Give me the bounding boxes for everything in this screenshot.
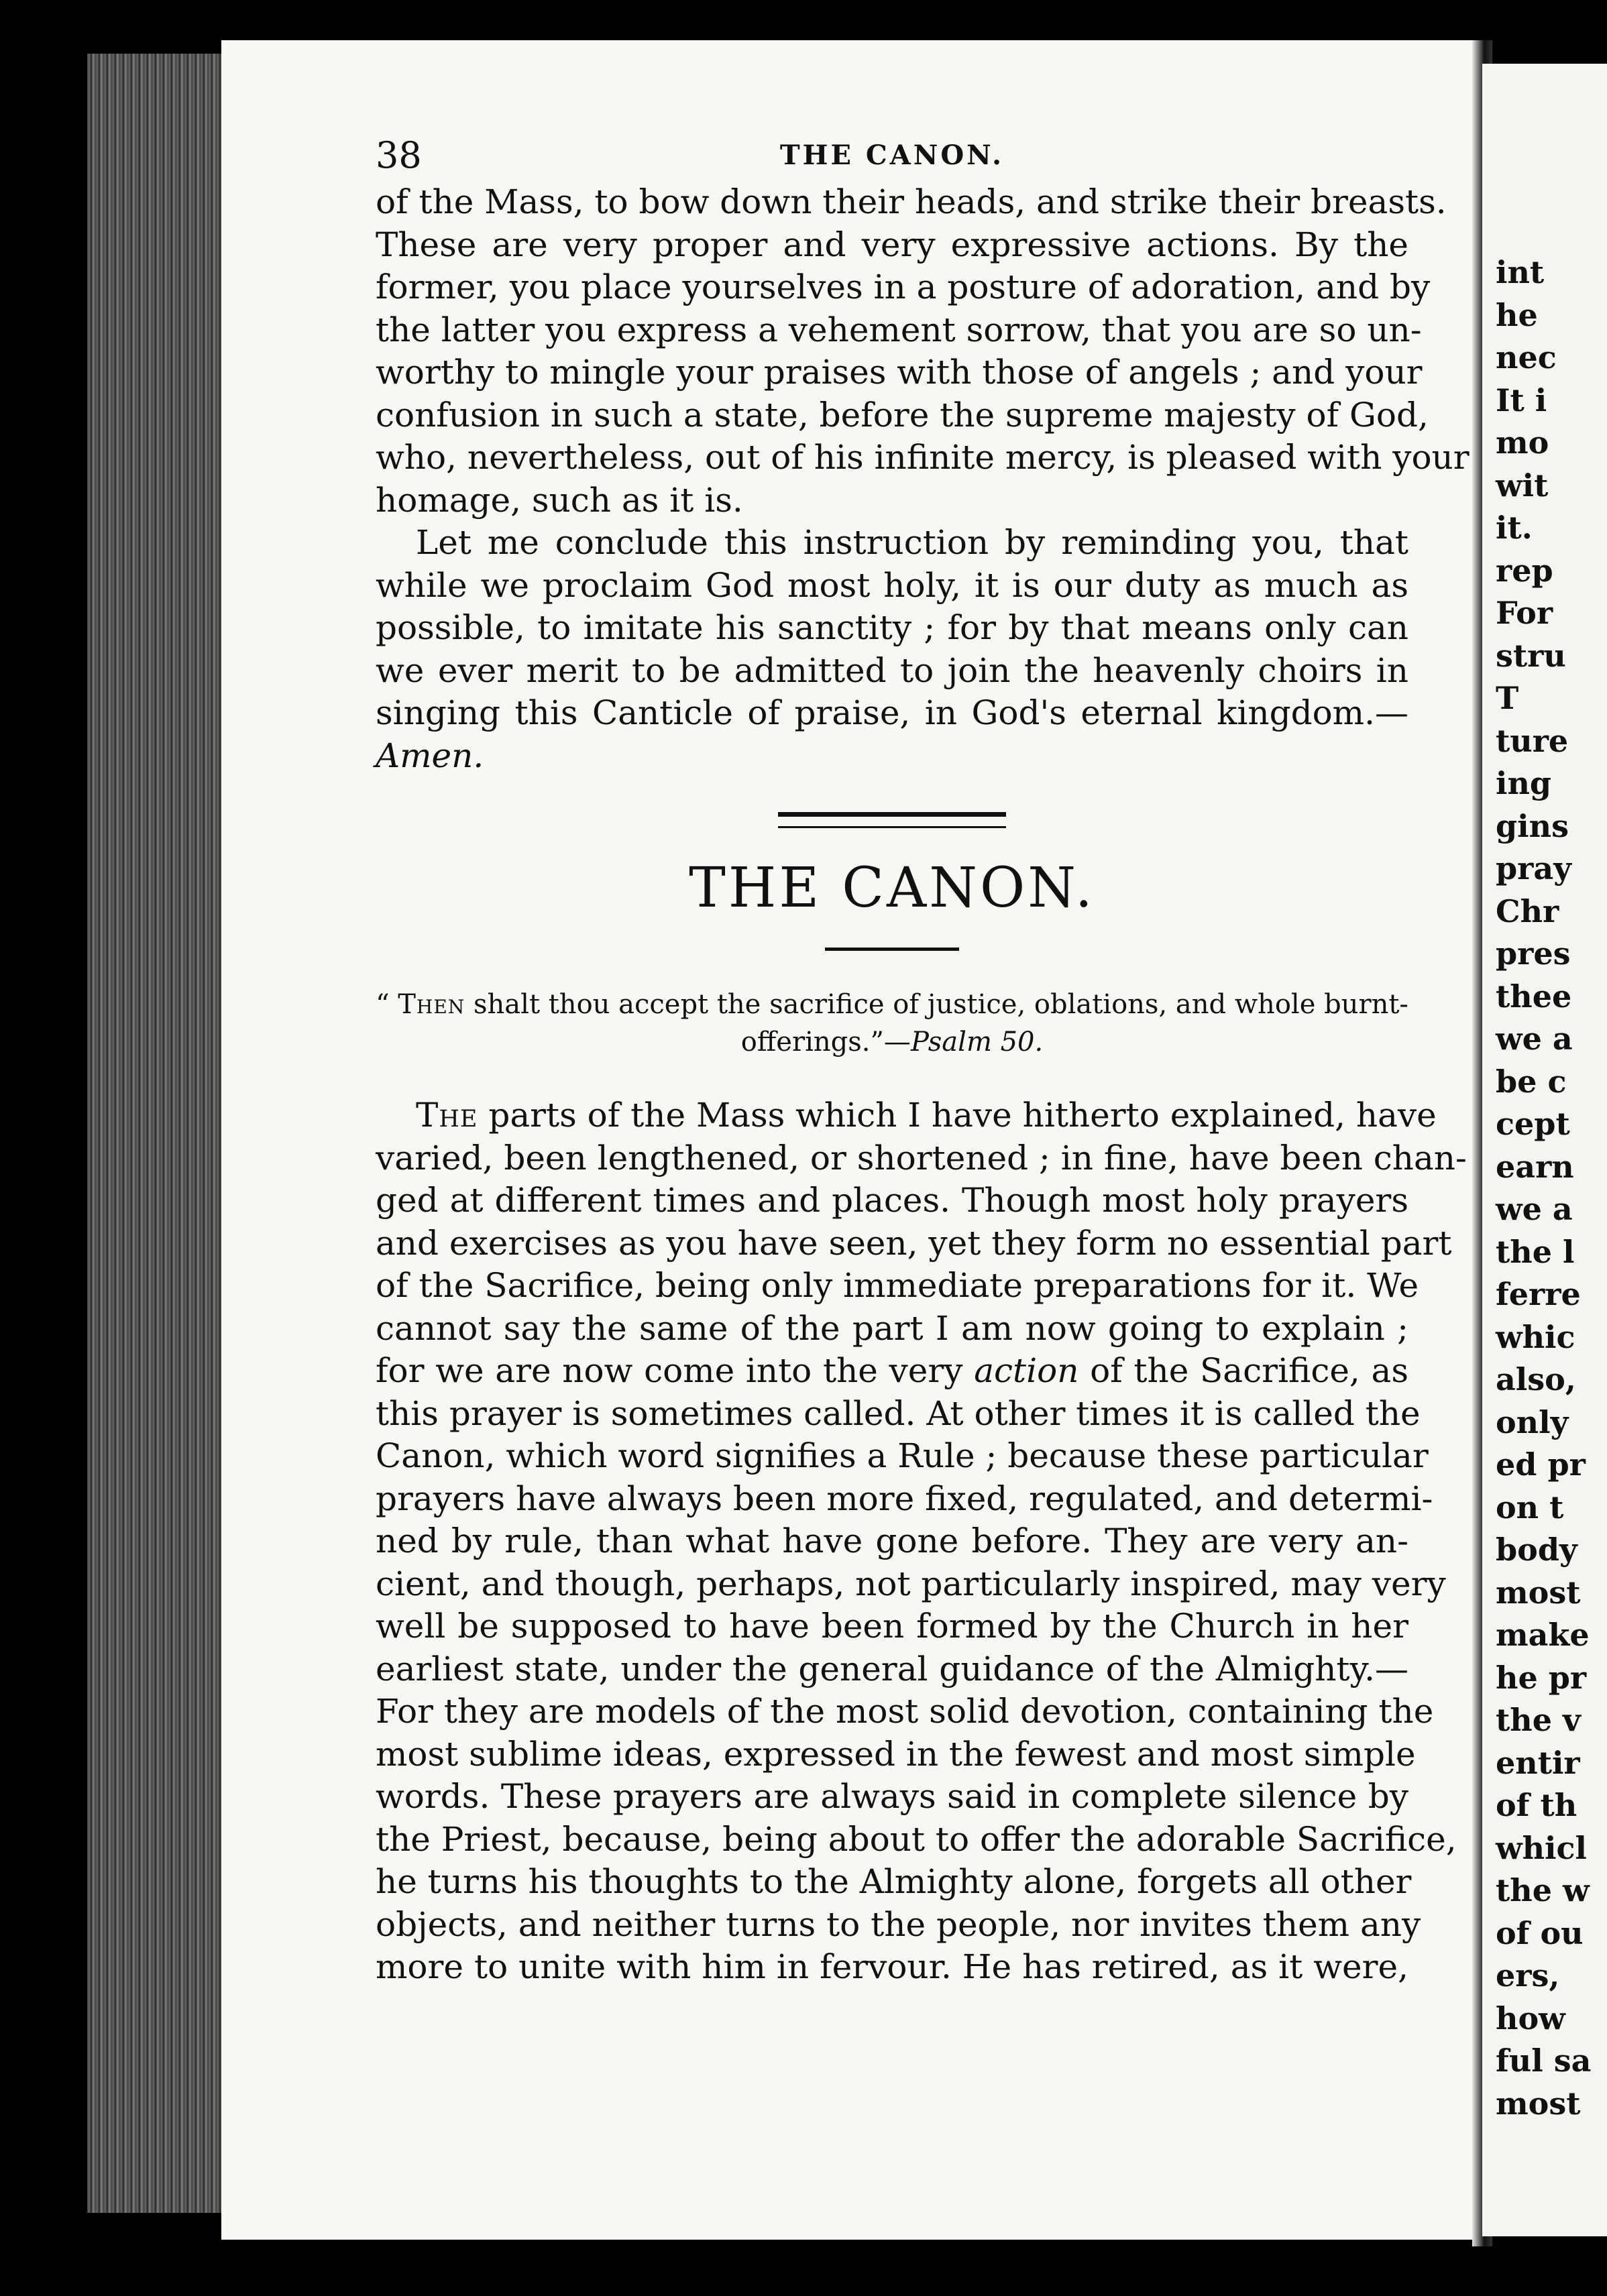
text-line: former, you place yourselves in a posture of adoration, and by (376, 268, 1431, 306)
text-line (376, 1094, 1437, 1137)
facing-line-fragment: cept (1496, 1106, 1570, 1142)
facing-page-text (1496, 251, 1591, 2125)
text-line: objects, and neither turns to the people, nor invites them any (376, 1904, 1421, 1944)
page-number: 38 (376, 134, 422, 176)
text-line: Let me conclude this instruction by reminding you, that (416, 523, 1408, 562)
text-line: confusion in such a state, before the supreme majesty of God, (376, 395, 1429, 435)
text-line: Amen. (376, 736, 484, 775)
text-line: more to unite with him in fervour. He has retired, as it were, (376, 1947, 1408, 1986)
previous-section-text (376, 181, 1470, 777)
text-line: well be supposed to have been formed by the Church in her (376, 1607, 1408, 1646)
facing-line-fragment: we a (1496, 1191, 1573, 1227)
facing-line-fragment: earn (1496, 1148, 1574, 1185)
facing-line-fragment: It i (1496, 382, 1547, 418)
text-line: worthy to mingle your praises with those of angels ; and your (376, 353, 1423, 392)
section-divider (778, 812, 1006, 828)
drop-word: The (416, 1096, 478, 1135)
facing-line-fragment: rep (1496, 552, 1553, 589)
text-line: he turns his thoughts to the Almighty alone, forgets all other (376, 1862, 1412, 1901)
epigraph-citation: Psalm 50. (910, 1027, 1044, 1057)
facing-line-fragment: ture (1496, 722, 1569, 759)
facing-line-fragment: thee (1496, 978, 1572, 1015)
epigraph-first-word: Then (398, 989, 465, 1020)
facing-line-fragment: ed pr (1496, 1446, 1586, 1483)
text-line: ged at different times and places. Though most holy prayers (376, 1181, 1408, 1220)
facing-line-fragment: pres (1496, 935, 1571, 972)
facing-line-fragment: he (1496, 296, 1538, 333)
facing-line-fragment: whic (1496, 1318, 1575, 1355)
facing-line-fragment: make (1496, 1617, 1590, 1653)
facing-line-fragment: entir (1496, 1744, 1580, 1781)
facing-line-fragment: stru (1496, 637, 1566, 674)
facing-line-fragment: gins (1496, 807, 1569, 844)
text-line: earliest state, under the general guidance of the Almighty.— (376, 1649, 1408, 1688)
facing-line-fragment: For (1496, 595, 1553, 631)
facing-line-fragment: the w (1496, 1872, 1590, 1908)
facing-line-fragment: ful sa (1496, 2043, 1592, 2079)
text-line: this prayer is sometimes called. At other times it is called the (376, 1393, 1421, 1433)
facing-line-fragment: of ou (1496, 1914, 1584, 1951)
text-line: the Priest, because, being about to offer the adorable Sacrifice, (376, 1819, 1457, 1859)
text-line: who, nevertheless, out of his infinite mercy, is pleased with your (376, 438, 1470, 477)
running-head: THE CANON. (779, 139, 1005, 171)
epigraph-line (376, 1023, 1408, 1061)
text-span: for we are now come into the very (376, 1351, 975, 1390)
facing-line-fragment: int (1496, 254, 1545, 290)
text-line: words. These prayers are always said in complete silence by (376, 1777, 1408, 1816)
facing-line-fragment: Chr (1496, 893, 1559, 929)
text-line: cannot say the same of the part I am now going to explain ; (376, 1308, 1408, 1348)
facing-line-fragment: ing (1496, 765, 1552, 801)
text-line (376, 1350, 1408, 1393)
text-line: cient, and though, perhaps, not particularly inspired, may very (376, 1564, 1446, 1603)
text-line: Canon, which word signifies a Rule ; because these particular (376, 1436, 1429, 1475)
text-line: singing this Canticle of praise, in God's eternal kingdom.— (376, 693, 1408, 732)
text-line: homage, such as it is. (376, 480, 743, 520)
facing-line-fragment: most (1496, 2085, 1581, 2122)
facing-line-fragment: pray (1496, 850, 1571, 886)
facing-line-fragment: ferre (1496, 1276, 1581, 1312)
text-line: of the Sacrifice, being only immediate preparations for it. We (376, 1266, 1419, 1305)
facing-line-fragment: ers, (1496, 1957, 1560, 1994)
facing-line-fragment: also, (1496, 1361, 1576, 1397)
epigraph-text: shalt thou accept the sacrifice of justice, oblations, and whole burnt- (465, 989, 1408, 1020)
facing-line-fragment: he pr (1496, 1659, 1587, 1696)
facing-line-fragment: body (1496, 1532, 1577, 1568)
text-line: while we proclaim God most holy, it is our duty as much as (376, 565, 1408, 605)
facing-page (1482, 64, 1607, 2236)
facing-line-fragment: of th (1496, 1787, 1577, 1823)
facing-line-fragment: the l (1496, 1233, 1575, 1270)
facing-line-fragment: most (1496, 1574, 1581, 1611)
epigraph-line (376, 986, 1408, 1023)
text-line: ned by rule, than what have gone before. They are very an- (376, 1522, 1408, 1560)
facing-line-fragment: it. (1496, 510, 1533, 546)
page-text (376, 121, 1470, 1989)
text-line: varied, been lengthened, or shortened ; in fine, have been chan- (376, 1138, 1467, 1178)
text-line: These are very proper and very expressive actions. By the (376, 225, 1408, 264)
facing-line-fragment: whicl (1496, 1829, 1588, 1866)
text-line: the latter you express a vehement sorrow, that you are so un- (376, 310, 1422, 349)
facing-line-fragment: only (1496, 1403, 1569, 1440)
facing-line-fragment: on t (1496, 1489, 1564, 1526)
facing-line-fragment: wit (1496, 467, 1549, 504)
body-text (376, 1094, 1467, 1989)
text-span: parts of the Mass which I have hitherto explained, have (478, 1096, 1437, 1135)
facing-line-fragment: how (1496, 2000, 1565, 2036)
facing-line-fragment: the v (1496, 1702, 1581, 1738)
title-rule (825, 948, 959, 951)
facing-line-fragment: we a (1496, 1021, 1573, 1057)
epigraph (376, 986, 1408, 1061)
epigraph-text: offerings.”— (740, 1027, 911, 1057)
text-line: most sublime ideas, expressed in the fewest and most simple (376, 1734, 1416, 1774)
facing-line-fragment: be c (1496, 1063, 1567, 1100)
text-line: we ever merit to be admitted to join the heavenly choirs in (376, 650, 1408, 690)
text-line: prayers have always been more fixed, regulated, and determi- (376, 1479, 1433, 1518)
italic-word: action (974, 1351, 1079, 1390)
text-line: of the Mass, to bow down their heads, and strike their breasts. (376, 182, 1447, 221)
facing-line-fragment: T (1496, 680, 1519, 716)
page-header (376, 121, 1408, 181)
quote-mark: “ (376, 989, 398, 1020)
facing-line-fragment: mo (1496, 424, 1549, 461)
text-line: possible, to imitate his sanctity ; for by that means only can (376, 608, 1408, 647)
text-line: and exercises as you have seen, yet they form no essential part (376, 1223, 1452, 1263)
section-title: THE CANON. (689, 856, 1095, 920)
text-line: For they are models of the most solid devotion, containing the (376, 1692, 1434, 1731)
facing-line-fragment: nec (1496, 339, 1557, 376)
text-span: of the Sacrifice, as (1078, 1351, 1408, 1390)
